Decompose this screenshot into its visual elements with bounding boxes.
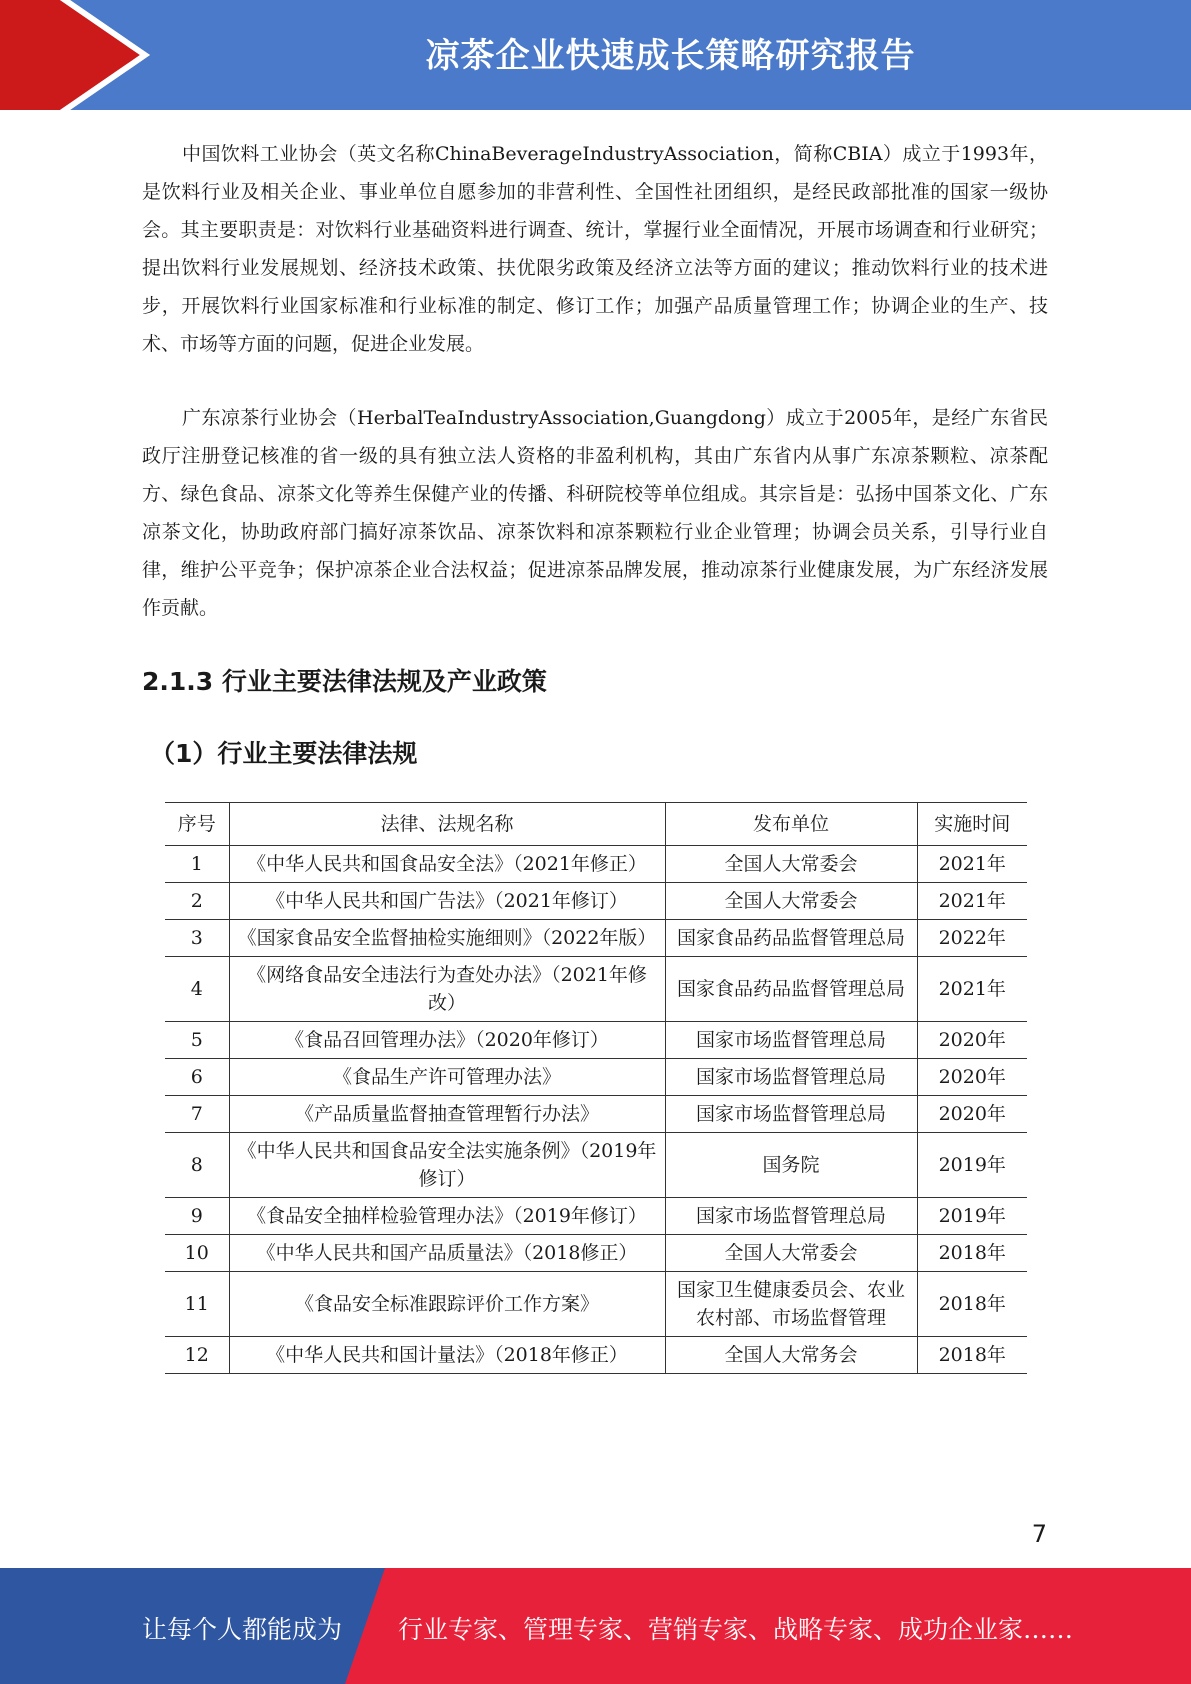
cell-issuer: 全国人大常委会 [665,846,917,883]
paragraph-cbia: 中国饮料工业协会（英文名称ChinaBeverageIndustryAssociation，简称CBIA）成立于1993年，是饮料行业及相关企业、事业单位自愿参加的非营利性、全国性社团组织，是经民政部批准的国家一级协会。其主要职责是：对饮料行业基础资料进行调查、统计，掌握行业全面情况，开展市场调查和行业研究；提出饮料行业发展规划、经济技术政策、扶优限劣政策及经济立法等方面的建议；推动饮料行业的技术进步，开展饮料行业国家标准和行业标准的制定、修订工作；加强产品质量管理工作；协调企业的生产、技术、市场等方面的问题，促进企业发展。 [142,143,1048,355]
cell-issuer: 全国人大常务会 [665,1337,917,1374]
cell-date: 2020年 [917,1096,1027,1133]
cell-index: 11 [165,1272,229,1337]
cell-date: 2018年 [917,1235,1027,1272]
cell-index: 12 [165,1337,229,1374]
cell-issuer: 国家食品药品监督管理总局 [665,920,917,957]
cell-law-name: 《中华人民共和国产品质量法》（2018修正） [229,1235,665,1272]
cell-date: 2022年 [917,920,1027,957]
cell-date: 2021年 [917,883,1027,920]
cell-date: 2019年 [917,1133,1027,1198]
cell-index: 8 [165,1133,229,1198]
cell-index: 9 [165,1198,229,1235]
cell-law-name: 《产品质量监督抽查管理暂行办法》 [229,1096,665,1133]
cell-date: 2018年 [917,1272,1027,1337]
cell-law-name: 《食品召回管理办法》（2020年修订） [229,1022,665,1059]
table-row [165,1133,1027,1198]
cell-law-name: 《食品生产许可管理办法》 [229,1059,665,1096]
column-header-date: 实施时间 [917,803,1027,846]
table-row [165,1022,1027,1059]
cell-issuer: 国家市场监督管理总局 [665,1022,917,1059]
table-row [165,1272,1027,1337]
cell-issuer: 国家食品药品监督管理总局 [665,957,917,1022]
footer-slogan-right: 行业专家、管理专家、营销专家、战略专家、成功企业家…… [398,1615,1074,1644]
cell-index: 6 [165,1059,229,1096]
cell-law-name: 《中华人民共和国食品安全法实施条例》（2019年修订） [229,1133,665,1198]
cell-issuer: 国家市场监督管理总局 [665,1059,917,1096]
cell-date: 2020年 [917,1022,1027,1059]
table-row [165,846,1027,883]
footer-slogan-left: 让每个人都能成为 [142,1615,343,1644]
cell-index: 7 [165,1096,229,1133]
cell-law-name: 《食品安全抽样检验管理办法》（2019年修订） [229,1198,665,1235]
section-heading: 2.1.3 行业主要法律法规及产业政策 [142,667,547,696]
cell-issuer: 国务院 [665,1133,917,1198]
table-header-row [165,803,1027,846]
subsection-heading: （1）行业主要法律法规 [150,739,418,768]
cell-law-name: 《中华人民共和国食品安全法》（2021年修正） [229,846,665,883]
cell-law-name: 《中华人民共和国广告法》（2021年修订） [229,883,665,920]
cell-date: 2020年 [917,1059,1027,1096]
table-row [165,883,1027,920]
table-row [165,1059,1027,1096]
report-title: 凉茶企业快速成长策略研究报告 [425,36,916,76]
table-row [165,1096,1027,1133]
cell-date: 2021年 [917,846,1027,883]
cell-index: 3 [165,920,229,957]
column-header-issuer: 发布单位 [665,803,917,846]
table-row [165,1198,1027,1235]
cell-issuer: 国家市场监督管理总局 [665,1198,917,1235]
page-header [0,0,1191,110]
cell-index: 5 [165,1022,229,1059]
cell-date: 2021年 [917,957,1027,1022]
table-row [165,957,1027,1022]
cell-law-name: 《网络食品安全违法行为查处办法》（2021年修改） [229,957,665,1022]
cell-law-name: 《中华人民共和国计量法》（2018年修正） [229,1337,665,1374]
cell-law-name: 《食品安全标准跟踪评价工作方案》 [229,1272,665,1337]
column-header-name: 法律、法规名称 [229,803,665,846]
header-arrow-decoration [0,0,170,110]
paragraph-herbal-tea-association: 广东凉茶行业协会（HerbalTeaIndustryAssociation,Guangdong）成立于2005年，是经广东省民政厅注册登记核准的省一级的具有独立法人资格的非盈利机构，其由广东省内从事广东凉茶颗粒、凉茶配方、绿色食品、凉茶文化等养生保健产业的传播、科研院校等单位组成。其宗旨是：弘扬中国茶文化、广东凉茶文化，协助政府部门搞好凉茶饮品、凉茶饮料和凉茶颗粒行业企业管理；协调会员关系，引导行业自律，维护公平竞争；保护凉茶企业合法权益；促进凉茶品牌发展，推动凉茶行业健康发展，为广东经济发展作贡献。 [142,407,1048,619]
cell-index: 4 [165,957,229,1022]
cell-date: 2019年 [917,1198,1027,1235]
table-row [165,1235,1027,1272]
cell-index: 2 [165,883,229,920]
cell-issuer: 国家卫生健康委员会、农业农村部、市场监督管理 [665,1272,917,1337]
table-row [165,920,1027,957]
cell-issuer: 全国人大常委会 [665,1235,917,1272]
cell-index: 1 [165,846,229,883]
cell-issuer: 全国人大常委会 [665,883,917,920]
column-header-index: 序号 [165,803,229,846]
cell-date: 2018年 [917,1337,1027,1374]
cell-issuer: 国家市场监督管理总局 [665,1096,917,1133]
cell-law-name: 《国家食品安全监督抽检实施细则》（2022年版） [229,920,665,957]
page-footer [0,1568,1191,1684]
cell-index: 10 [165,1235,229,1272]
laws-table [165,802,1027,1374]
table-row [165,1337,1027,1374]
page-number: 7 [1031,1520,1047,1548]
